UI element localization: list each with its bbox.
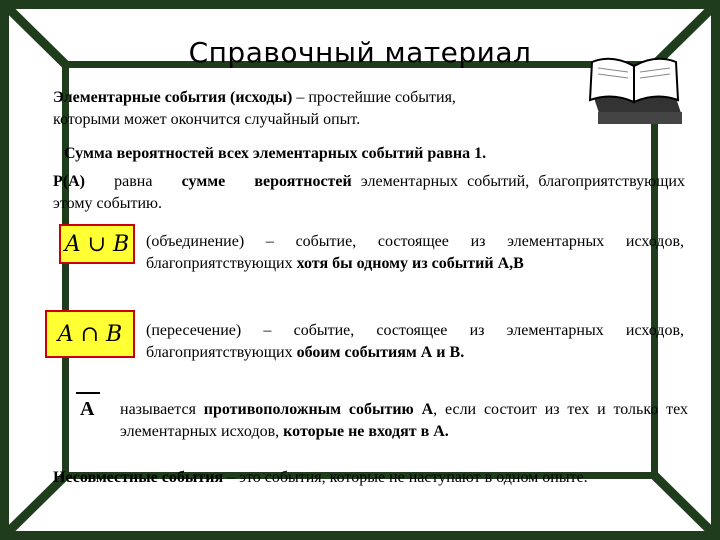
- opposite-symbol: [80, 398, 94, 421]
- intersection-text-bold: обоим событиям А и В.: [296, 344, 465, 361]
- incompatible-term: Несовместные события: [53, 469, 224, 486]
- probability-term: Р(А): [53, 173, 85, 190]
- union-text: (объединение) – событие, состоящее из элементарных исходов, благоприятствующих: [146, 233, 684, 272]
- book-icon: [578, 52, 688, 132]
- opposite-text-bold2: которые не входят в А.: [283, 423, 449, 440]
- intersection-formula: A ∩ B: [45, 310, 135, 358]
- incompatible-definition: [53, 467, 683, 489]
- elementary-events-text: – простейшие события,: [292, 89, 456, 106]
- page-title: Справочный материал: [188, 36, 532, 69]
- union-formula: A ∪ B: [59, 224, 135, 264]
- opposite-text-start: называется: [120, 401, 204, 418]
- opposite-symbol-letter: A: [80, 398, 95, 420]
- probability-bold: сумме вероятностей: [181, 173, 352, 190]
- elementary-events-definition: [53, 87, 573, 131]
- overline-bar: [76, 392, 100, 394]
- opposite-text-bold1: противоположным событию А: [203, 401, 434, 418]
- probability-definition: [53, 171, 685, 215]
- elementary-events-term: Элементарные события (исходы): [53, 89, 293, 106]
- opposite-definition: [120, 399, 688, 443]
- opposite-text-mid: , если состоит из тех и только тех элементарных исходов,: [120, 401, 688, 440]
- union-definition: [146, 231, 684, 275]
- probability-rest: элементарных событий, благоприятствующих этому событию.: [53, 173, 685, 212]
- probability-mid: равна: [84, 173, 182, 190]
- sum-rule: Сумма вероятностей всех элементарных событий равна 1.: [64, 145, 487, 162]
- elementary-events-text-line2: которыми может окончится случайный опыт.: [53, 111, 361, 128]
- incompatible-text: – это события, которые не наступают в одном опыте.: [223, 469, 588, 486]
- intersection-text: (пересечение) – событие, состоящее из элементарных исходов, благоприятствующих: [146, 322, 684, 361]
- union-text-bold: хотя бы одному из событий А,В: [296, 255, 524, 272]
- intersection-definition: [146, 320, 684, 364]
